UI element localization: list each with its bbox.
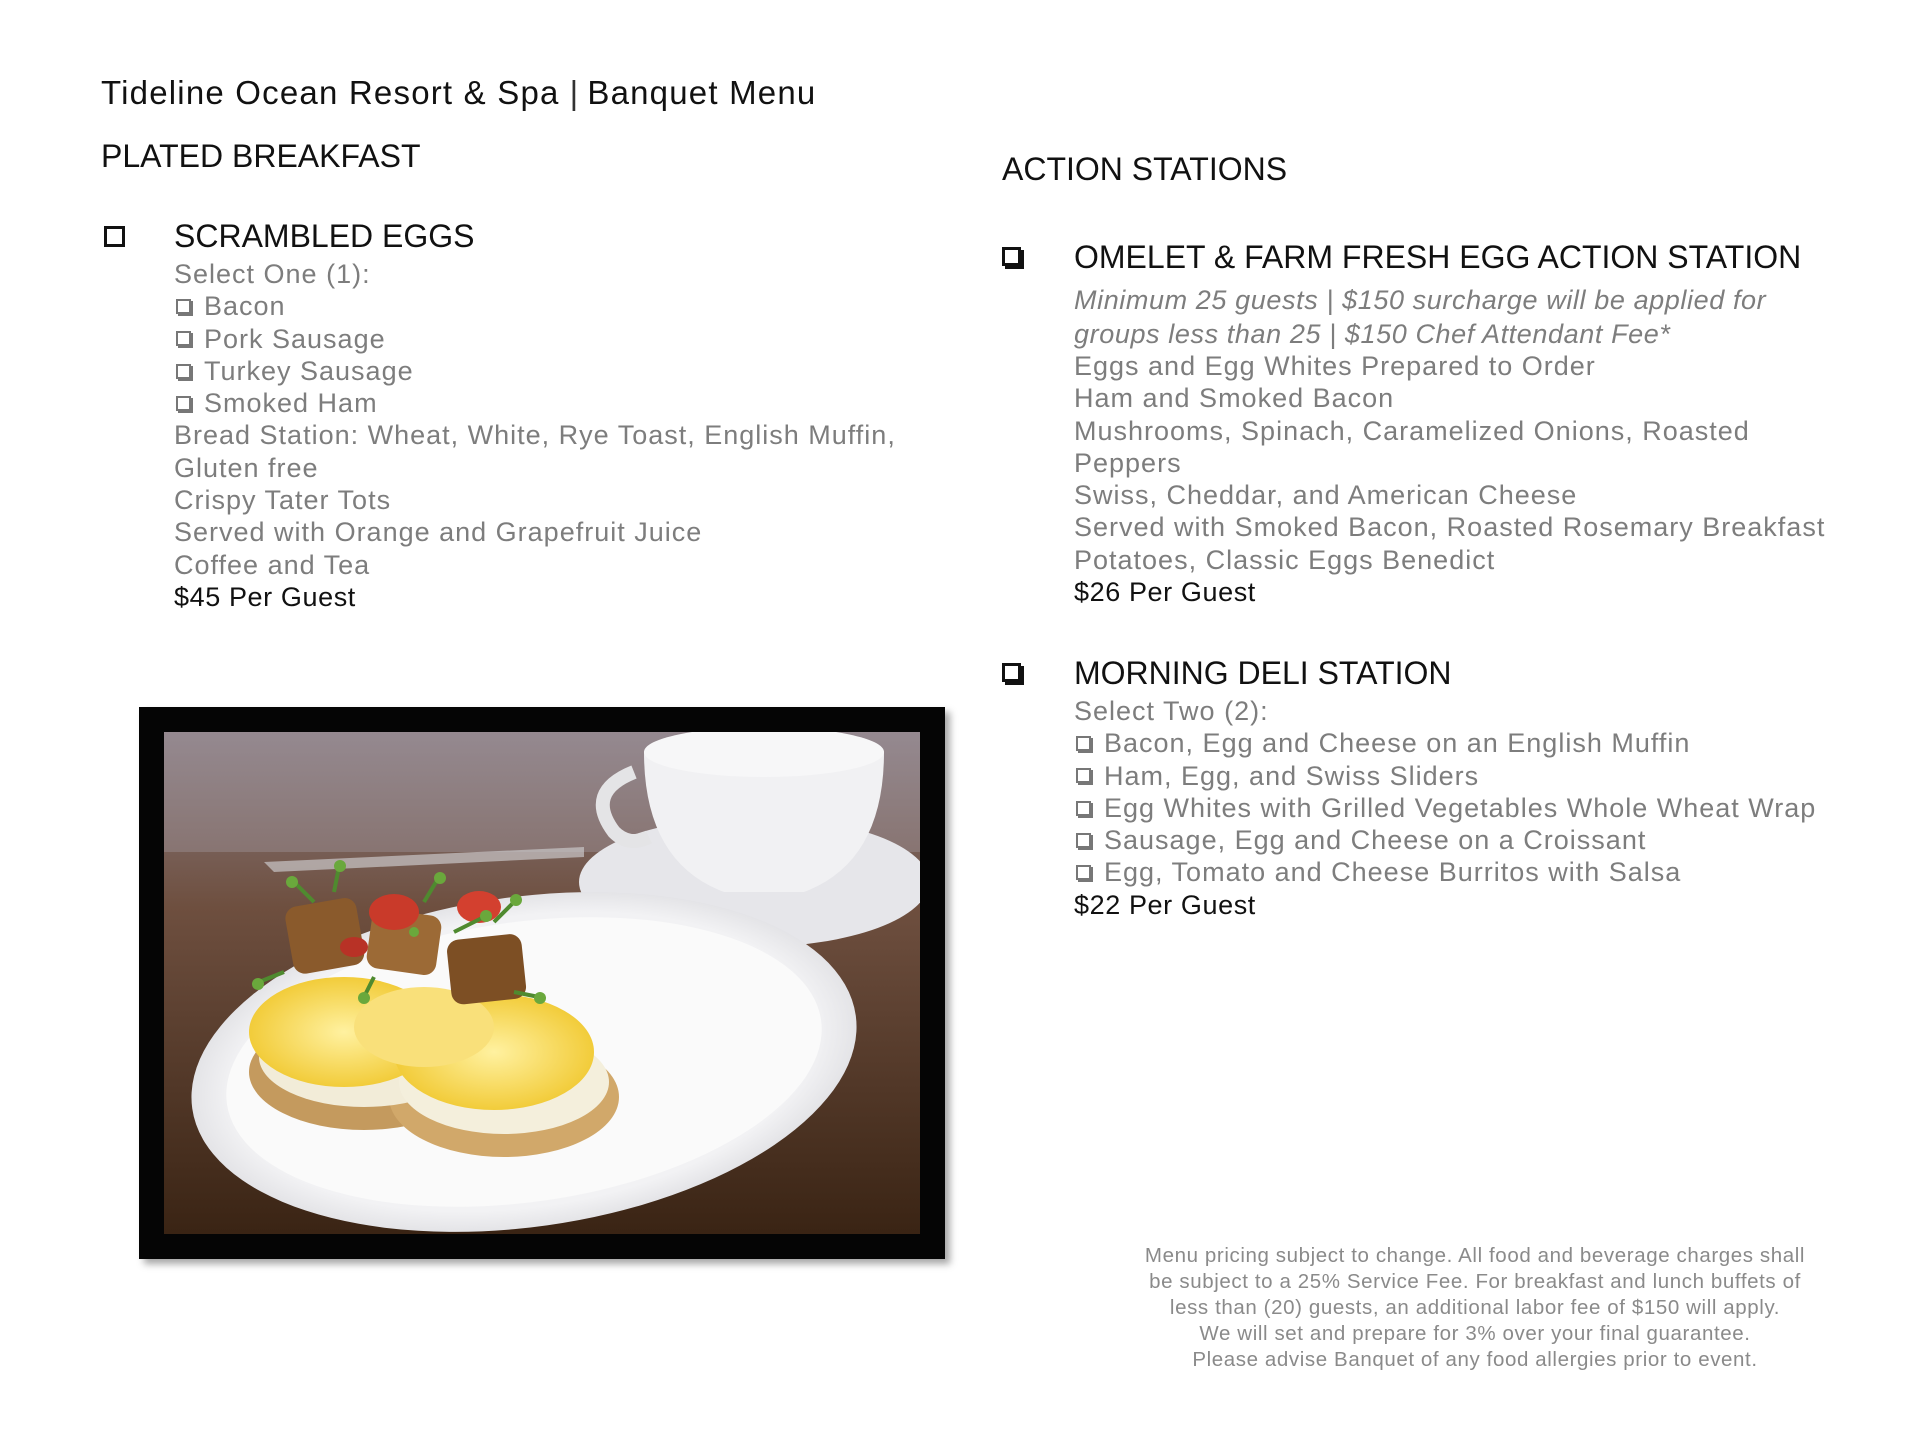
detail-line: Gluten free — [174, 452, 319, 483]
minimum-note: Minimum 25 guests | $150 surcharge will be applied for — [1074, 285, 1767, 315]
option-label: Pork Sausage — [204, 323, 386, 354]
scrambled-eggs-image — [164, 732, 920, 1234]
checkbox-icon — [176, 299, 191, 314]
checkbox-icon — [1076, 833, 1091, 848]
omelet-station-checkbox[interactable] — [1002, 247, 1021, 271]
scrambled-eggs-title: SCRAMBLED EGGS — [174, 218, 475, 254]
detail-line: Served with Smoked Bacon, Roasted Rosemary Breakfast — [1074, 512, 1826, 543]
detail-line: Crispy Tater Tots — [174, 485, 392, 516]
detail-line: Mushrooms, Spinach, Caramelized Onions, Roasted — [1074, 415, 1750, 446]
option-ham-egg-swiss-sliders[interactable] — [1074, 760, 1816, 792]
option-label: Ham, Egg, and Swiss Sliders — [1104, 760, 1480, 791]
deli-station-title: MORNING DELI STATION — [1074, 655, 1452, 691]
checkbox-icon — [176, 364, 191, 379]
option-label: Egg, Tomato and Cheese Burritos with Salsa — [1104, 857, 1682, 888]
option-bacon[interactable] — [174, 290, 896, 322]
plated-breakfast-heading: PLATED BREAKFAST — [101, 138, 421, 174]
pricing-disclaimer — [1060, 1243, 1890, 1373]
scrambled-eggs-details — [174, 258, 896, 613]
detail-line: Potatoes, Classic Eggs Benedict — [1074, 544, 1496, 575]
document-title — [101, 74, 816, 112]
scrambled-eggs-checkbox[interactable] — [104, 226, 125, 252]
footer-line: Menu pricing subject to change. All food and beverage charges shall — [1144, 1244, 1806, 1267]
action-stations-heading: ACTION STATIONS — [1002, 151, 1288, 187]
price: $26 Per Guest — [1074, 577, 1256, 608]
detail-line: Peppers — [1074, 447, 1182, 478]
price: $22 Per Guest — [1074, 889, 1256, 920]
minimum-note: groups less than 25 | $150 Chef Attendant Fee* — [1074, 319, 1671, 349]
option-turkey-sausage[interactable] — [174, 355, 896, 387]
checkbox-icon — [1076, 801, 1091, 816]
option-label: Sausage, Egg and Cheese on a Croissant — [1104, 825, 1647, 856]
footer-line: be subject to a 25% Service Fee. For breakfast and lunch buffets of — [1149, 1270, 1801, 1293]
price: $45 Per Guest — [174, 581, 356, 612]
detail-line: Eggs and Egg Whites Prepared to Order — [1074, 351, 1596, 381]
deli-station-details — [1074, 695, 1816, 921]
option-label: Turkey Sausage — [204, 355, 414, 386]
resort-name: Tideline Ocean Resort & Spa — [101, 74, 560, 111]
detail-line: Swiss, Cheddar, and American Cheese — [1074, 480, 1578, 511]
breakfast-photo — [164, 732, 920, 1234]
checkbox-icon — [176, 331, 191, 346]
checkbox-icon — [1002, 663, 1021, 682]
option-egg-whites-wrap[interactable] — [1074, 792, 1816, 824]
omelet-station-title: OMELET & FARM FRESH EGG ACTION STATION — [1074, 239, 1802, 275]
detail-line: Coffee and Tea — [174, 549, 371, 580]
menu-type: Banquet Menu — [587, 74, 817, 111]
checkbox-icon — [176, 396, 191, 411]
detail-line: Bread Station: Wheat, White, Rye Toast, English Muffin, — [174, 420, 896, 451]
detail-line: Served with Orange and Grapefruit Juice — [174, 517, 703, 548]
option-label: Smoked Ham — [204, 388, 378, 419]
detail-line: Ham and Smoked Bacon — [1074, 383, 1395, 414]
select-instruction: Select Two (2): — [1074, 696, 1269, 726]
footer-line: We will set and prepare for 3% over your final guarantee. — [1199, 1322, 1751, 1345]
footer-line: Please advise Banquet of any food allergies prior to event. — [1192, 1348, 1758, 1371]
checkbox-icon — [1076, 736, 1091, 751]
option-bacon-egg-cheese-muffin[interactable] — [1074, 727, 1816, 759]
deli-station-checkbox[interactable] — [1002, 663, 1021, 687]
option-label: Bacon — [204, 291, 286, 322]
checkbox-icon — [1076, 768, 1091, 783]
title-separator: | — [569, 74, 580, 111]
select-instruction: Select One (1): — [174, 259, 371, 289]
option-pork-sausage[interactable] — [174, 323, 896, 355]
breakfast-photo-frame — [139, 707, 945, 1259]
footer-line: less than (20) guests, an additional labor fee of $150 will apply. — [1169, 1296, 1781, 1319]
omelet-station-details — [1074, 283, 1825, 608]
option-egg-burritos[interactable] — [1074, 856, 1816, 888]
checkbox-icon — [1002, 247, 1021, 266]
option-smoked-ham[interactable] — [174, 387, 896, 419]
checkbox-icon — [104, 226, 125, 247]
option-label: Bacon, Egg and Cheese on an English Muffin — [1104, 728, 1691, 759]
checkbox-icon — [1076, 865, 1091, 880]
option-label: Egg Whites with Grilled Vegetables Whole Wheat Wrap — [1104, 792, 1817, 823]
option-sausage-croissant[interactable] — [1074, 824, 1816, 856]
